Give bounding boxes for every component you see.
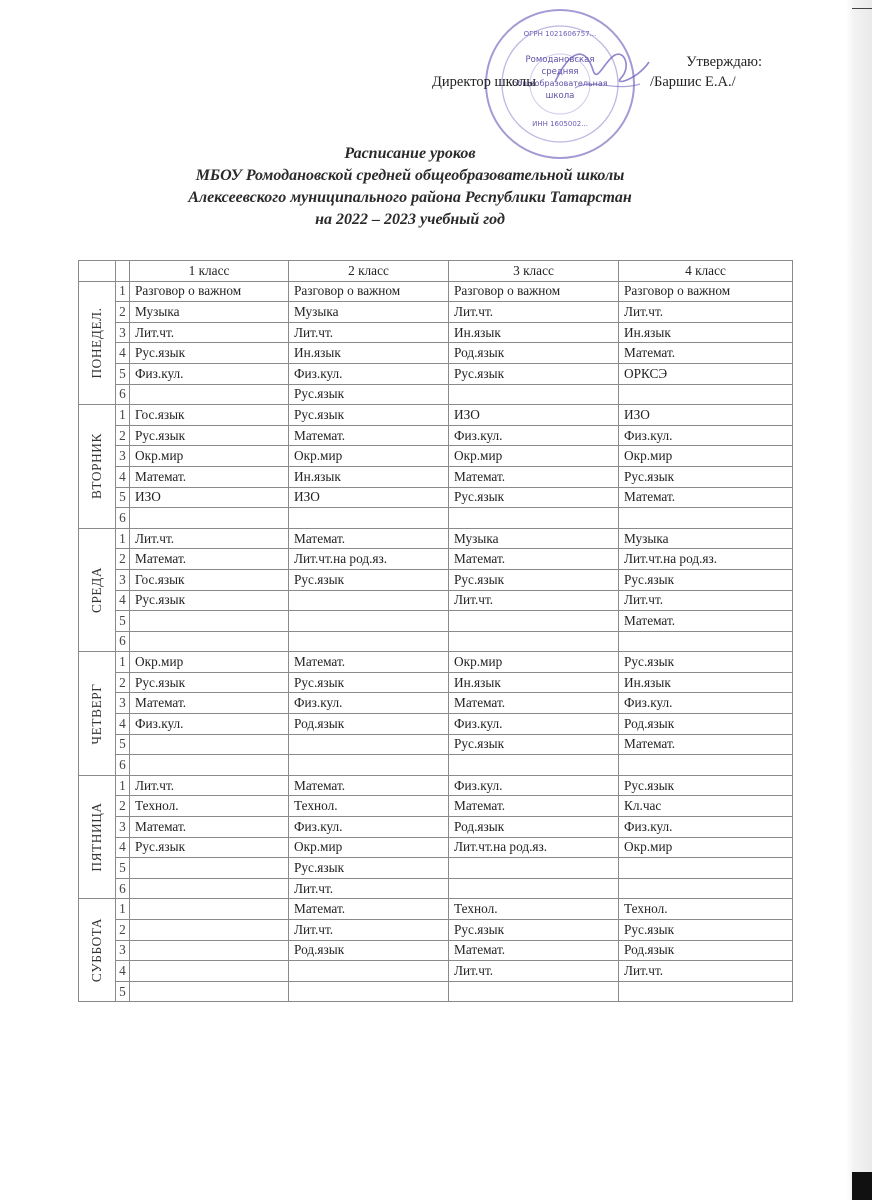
lesson-number: 1 — [116, 528, 130, 549]
table-row — [79, 714, 793, 735]
lesson-cell: Физ.кул. — [289, 693, 449, 714]
lesson-cell: Математ. — [130, 817, 289, 838]
lesson-cell: Ин.язык — [449, 672, 619, 693]
lesson-number: 5 — [116, 981, 130, 1002]
lesson-cell: Физ.кул. — [130, 714, 289, 735]
lesson-cell — [289, 734, 449, 755]
lesson-cell: Рус.язык — [289, 858, 449, 879]
lesson-cell: Физ.кул. — [130, 363, 289, 384]
lesson-cell: Лит.чт.на род.яз. — [619, 549, 793, 570]
lesson-cell: Рус.язык — [289, 672, 449, 693]
lesson-cell: Рус.язык — [449, 363, 619, 384]
lesson-cell — [449, 631, 619, 652]
day-cell — [79, 899, 116, 1002]
lesson-cell: Окр.мир — [289, 837, 449, 858]
lesson-cell — [449, 384, 619, 405]
table-row — [79, 590, 793, 611]
lesson-cell: Разговор о важном — [130, 281, 289, 302]
lesson-cell: Физ.кул. — [619, 425, 793, 446]
lesson-cell — [619, 858, 793, 879]
lesson-cell — [449, 755, 619, 776]
lesson-cell: Лит.чт. — [130, 322, 289, 343]
lesson-cell: Окр.мир — [130, 652, 289, 673]
lesson-cell — [289, 508, 449, 529]
table-row — [79, 363, 793, 384]
lesson-cell — [130, 384, 289, 405]
lesson-cell: Математ. — [619, 611, 793, 632]
day-label: ПЯТНИЦА — [89, 802, 104, 872]
lesson-cell — [130, 878, 289, 899]
lesson-cell: Математ. — [130, 549, 289, 570]
lesson-number: 1 — [116, 405, 130, 426]
scan-corner-mark — [852, 1172, 872, 1200]
lesson-number: 4 — [116, 714, 130, 735]
lesson-cell: Род.язык — [619, 714, 793, 735]
title-line-2: МБОУ Ромодановской средней общеобразовательной школы — [195, 167, 625, 184]
lesson-cell: Математ. — [449, 466, 619, 487]
director-label: Директор школы — [432, 74, 536, 90]
lesson-cell — [130, 755, 289, 776]
lesson-cell: Окр.мир — [449, 652, 619, 673]
lesson-cell: Окр.мир — [289, 446, 449, 467]
lesson-cell: Рус.язык — [130, 672, 289, 693]
lesson-number: 2 — [116, 425, 130, 446]
lesson-cell: Физ.кул. — [289, 363, 449, 384]
lesson-number: 6 — [116, 508, 130, 529]
day-label: ЧЕТВЕРГ — [89, 682, 104, 745]
lesson-cell: Рус.язык — [449, 920, 619, 941]
lesson-cell: Математ. — [130, 466, 289, 487]
lesson-number: 6 — [116, 755, 130, 776]
lesson-cell — [289, 611, 449, 632]
lesson-number: 6 — [116, 384, 130, 405]
lesson-number: 5 — [116, 363, 130, 384]
lesson-cell: Рус.язык — [130, 837, 289, 858]
lesson-number: 5 — [116, 611, 130, 632]
lesson-cell — [130, 631, 289, 652]
lesson-cell: Окр.мир — [619, 446, 793, 467]
lesson-cell: Лит.чт. — [130, 775, 289, 796]
lesson-cell: Физ.кул. — [289, 817, 449, 838]
title-line-4: на 2022 – 2023 учебный год — [315, 211, 505, 228]
lesson-cell — [619, 384, 793, 405]
lesson-cell: Лит.чт. — [289, 878, 449, 899]
lesson-cell: Рус.язык — [289, 405, 449, 426]
lesson-cell — [619, 755, 793, 776]
stamp-inn: ИНН 1605002... — [532, 120, 588, 128]
table-row — [79, 837, 793, 858]
lesson-cell — [130, 508, 289, 529]
lesson-cell — [130, 920, 289, 941]
lesson-cell: Физ.кул. — [449, 425, 619, 446]
day-label: СУББОТА — [89, 918, 104, 983]
lesson-number: 3 — [116, 569, 130, 590]
table-row — [79, 508, 793, 529]
stamp-text-3: общеобразовательная — [512, 79, 608, 88]
lesson-cell — [449, 981, 619, 1002]
lesson-cell: Лит.чт. — [619, 961, 793, 982]
lesson-cell — [619, 508, 793, 529]
lesson-cell: Рус.язык — [130, 425, 289, 446]
table-row — [79, 405, 793, 426]
lesson-cell: Рус.язык — [449, 569, 619, 590]
lesson-cell: Математ. — [449, 693, 619, 714]
lesson-cell: Кл.час — [619, 796, 793, 817]
title-line-1: Расписание уроков — [344, 145, 476, 162]
table-row — [79, 549, 793, 570]
lesson-cell — [289, 961, 449, 982]
lesson-cell: Физ.кул. — [449, 775, 619, 796]
lesson-cell: Математ. — [619, 734, 793, 755]
lesson-cell — [130, 940, 289, 961]
lesson-number: 1 — [116, 899, 130, 920]
table-row — [79, 899, 793, 920]
lesson-cell: Ин.язык — [619, 322, 793, 343]
table-row — [79, 817, 793, 838]
stamp-ogrn: ОГРН 1021606757... — [523, 30, 597, 38]
lesson-cell: ИЗО — [130, 487, 289, 508]
lesson-cell: Физ.кул. — [619, 693, 793, 714]
day-cell — [79, 775, 116, 899]
lesson-cell: Математ. — [449, 796, 619, 817]
lesson-cell: Лит.чт. — [619, 590, 793, 611]
table-row — [79, 446, 793, 467]
lesson-cell: Математ. — [130, 693, 289, 714]
lesson-cell: Музыка — [289, 302, 449, 323]
lesson-number: 3 — [116, 693, 130, 714]
lesson-number: 1 — [116, 652, 130, 673]
lesson-cell: Музыка — [130, 302, 289, 323]
table-row — [79, 631, 793, 652]
lesson-cell: Род.язык — [449, 343, 619, 364]
lesson-cell: Математ. — [289, 775, 449, 796]
lesson-cell — [449, 858, 619, 879]
table-row — [79, 858, 793, 879]
lesson-cell — [130, 858, 289, 879]
header-corner — [79, 261, 116, 282]
table-row — [79, 611, 793, 632]
lesson-cell: ИЗО — [289, 487, 449, 508]
lesson-cell — [619, 878, 793, 899]
lesson-cell: Лит.чт. — [289, 322, 449, 343]
lesson-cell: Технол. — [619, 899, 793, 920]
lesson-cell: Род.язык — [289, 714, 449, 735]
lesson-number: 4 — [116, 837, 130, 858]
lesson-cell: Окр.мир — [130, 446, 289, 467]
lesson-number: 3 — [116, 322, 130, 343]
table-row — [79, 425, 793, 446]
day-label: СРЕДА — [89, 566, 104, 614]
lesson-cell: Рус.язык — [619, 775, 793, 796]
lesson-cell: Лит.чт. — [130, 528, 289, 549]
lesson-number: 5 — [116, 487, 130, 508]
lesson-cell: Математ. — [289, 652, 449, 673]
lesson-cell: Гос.язык — [130, 569, 289, 590]
lesson-cell — [289, 981, 449, 1002]
header-class-2: 2 класс — [289, 261, 449, 282]
lesson-cell: Физ.кул. — [449, 714, 619, 735]
lesson-cell: Музыка — [619, 528, 793, 549]
table-row — [79, 569, 793, 590]
lesson-cell: Рус.язык — [289, 384, 449, 405]
lesson-number: 4 — [116, 961, 130, 982]
table-row — [79, 693, 793, 714]
lesson-number: 2 — [116, 672, 130, 693]
table-row — [79, 734, 793, 755]
header-row — [79, 261, 793, 282]
lesson-cell: Рус.язык — [449, 487, 619, 508]
lesson-cell: Лит.чт.на род.яз. — [289, 549, 449, 570]
lesson-cell: Технол. — [130, 796, 289, 817]
document-title — [0, 143, 820, 231]
lesson-cell: Род.язык — [449, 817, 619, 838]
lesson-cell: Математ. — [619, 343, 793, 364]
lesson-cell: Физ.кул. — [619, 817, 793, 838]
lesson-cell: Ин.язык — [449, 322, 619, 343]
lesson-cell — [130, 611, 289, 632]
lesson-cell: Математ. — [289, 899, 449, 920]
lesson-cell — [130, 961, 289, 982]
lesson-cell: Технол. — [449, 899, 619, 920]
lesson-cell — [619, 631, 793, 652]
lesson-number: 2 — [116, 302, 130, 323]
table-row — [79, 281, 793, 302]
table-row — [79, 466, 793, 487]
table-row — [79, 487, 793, 508]
lesson-cell: Рус.язык — [619, 466, 793, 487]
lesson-number: 3 — [116, 940, 130, 961]
lesson-number: 1 — [116, 775, 130, 796]
lesson-cell: Математ. — [619, 487, 793, 508]
table-row — [79, 302, 793, 323]
lesson-cell: Лит.чт. — [449, 961, 619, 982]
lesson-cell: Математ. — [449, 549, 619, 570]
lesson-cell: Рус.язык — [619, 920, 793, 941]
lesson-cell — [449, 508, 619, 529]
lesson-cell: Рус.язык — [130, 590, 289, 611]
lesson-cell: Лит.чт. — [289, 920, 449, 941]
lesson-cell: Разговор о важном — [289, 281, 449, 302]
lesson-cell: Математ. — [449, 940, 619, 961]
lesson-number: 2 — [116, 549, 130, 570]
lesson-cell: Математ. — [289, 528, 449, 549]
day-cell — [79, 405, 116, 529]
lesson-number: 3 — [116, 446, 130, 467]
lesson-cell: Рус.язык — [449, 734, 619, 755]
lesson-number: 6 — [116, 631, 130, 652]
stamp-text-1: Ромодановская — [525, 55, 595, 65]
lesson-cell: Разговор о важном — [619, 281, 793, 302]
table-row — [79, 920, 793, 941]
lesson-cell: Рус.язык — [130, 343, 289, 364]
header-class-3: 3 класс — [449, 261, 619, 282]
lesson-number: 5 — [116, 734, 130, 755]
table-row — [79, 672, 793, 693]
page-edge-shadow — [846, 0, 872, 1200]
day-label: ПОНЕДЕЛ. — [89, 307, 104, 379]
day-cell — [79, 528, 116, 652]
stamp-text-2: средняя — [541, 67, 579, 77]
lesson-cell — [449, 611, 619, 632]
lesson-number: 4 — [116, 590, 130, 611]
lesson-cell — [449, 878, 619, 899]
director-signature — [545, 40, 655, 100]
table-row — [79, 981, 793, 1002]
lesson-cell: Лит.чт. — [449, 302, 619, 323]
table-row — [79, 528, 793, 549]
approve-label: Утверждаю: — [686, 54, 762, 70]
lesson-cell: Технол. — [289, 796, 449, 817]
table-row — [79, 796, 793, 817]
table-row — [79, 755, 793, 776]
lesson-cell: Окр.мир — [449, 446, 619, 467]
header-class-1: 1 класс — [130, 261, 289, 282]
lesson-cell: Рус.язык — [289, 569, 449, 590]
lesson-cell — [130, 734, 289, 755]
table-row — [79, 961, 793, 982]
schedule-table — [78, 260, 793, 1002]
lesson-number: 2 — [116, 796, 130, 817]
lesson-cell: Лит.чт. — [449, 590, 619, 611]
lesson-cell: Математ. — [289, 425, 449, 446]
lesson-cell — [289, 590, 449, 611]
lesson-number: 5 — [116, 858, 130, 879]
director-name: /Баршис Е.А./ — [650, 74, 736, 90]
lesson-number: 4 — [116, 343, 130, 364]
lesson-cell: ИЗО — [449, 405, 619, 426]
lesson-cell — [289, 755, 449, 776]
header-class-4: 4 класс — [619, 261, 793, 282]
lesson-cell: Род.язык — [289, 940, 449, 961]
table-row — [79, 384, 793, 405]
lesson-cell: Окр.мир — [619, 837, 793, 858]
table-row — [79, 343, 793, 364]
lesson-cell — [289, 631, 449, 652]
lesson-cell — [130, 899, 289, 920]
schedule-body — [79, 281, 793, 1002]
scan-edge-mark — [852, 8, 872, 9]
lesson-cell — [130, 981, 289, 1002]
lesson-cell: Музыка — [449, 528, 619, 549]
lesson-cell: Ин.язык — [619, 672, 793, 693]
lesson-cell: Рус.язык — [619, 569, 793, 590]
header-corner-num — [116, 261, 130, 282]
lesson-cell: Род.язык — [619, 940, 793, 961]
lesson-number: 4 — [116, 466, 130, 487]
lesson-cell: Лит.чт. — [619, 302, 793, 323]
title-line-3: Алексеевского муниципального района Республики Татарстан — [188, 189, 632, 206]
stamp-text-4: школа — [545, 91, 575, 101]
day-label: ВТОРНИК — [89, 433, 104, 500]
lesson-cell — [619, 981, 793, 1002]
lesson-cell: ИЗО — [619, 405, 793, 426]
table-row — [79, 878, 793, 899]
lesson-cell: Рус.язык — [619, 652, 793, 673]
day-cell — [79, 281, 116, 405]
lesson-cell: Разговор о важном — [449, 281, 619, 302]
lesson-cell: ОРКСЭ — [619, 363, 793, 384]
lesson-cell: Гос.язык — [130, 405, 289, 426]
lesson-cell: Лит.чт.на род.яз. — [449, 837, 619, 858]
day-cell — [79, 652, 116, 776]
lesson-cell: Ин.язык — [289, 343, 449, 364]
lesson-number: 2 — [116, 920, 130, 941]
table-row — [79, 775, 793, 796]
table-row — [79, 940, 793, 961]
lesson-cell: Ин.язык — [289, 466, 449, 487]
lesson-number: 6 — [116, 878, 130, 899]
table-row — [79, 322, 793, 343]
table-row — [79, 652, 793, 673]
lesson-number: 1 — [116, 281, 130, 302]
lesson-number: 3 — [116, 817, 130, 838]
